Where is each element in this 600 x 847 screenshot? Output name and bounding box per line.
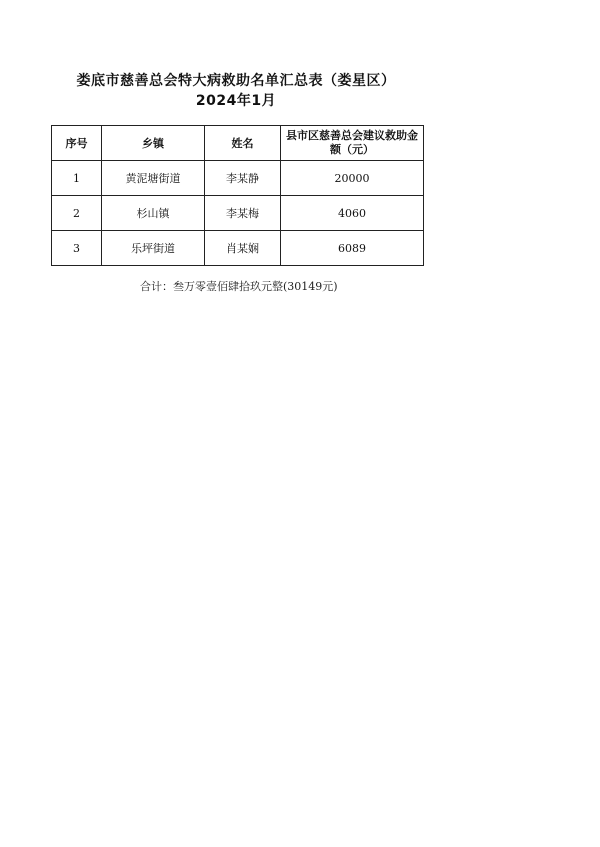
cell-aid-amount: 4060 bbox=[281, 196, 424, 231]
cell-township: 杉山镇 bbox=[102, 196, 205, 231]
cell-township: 黄泥塘街道 bbox=[102, 161, 205, 196]
document-subtitle-date: 2024年1月 bbox=[195, 93, 277, 109]
cell-serial-number: 2 bbox=[52, 196, 102, 231]
table-row bbox=[52, 196, 424, 231]
header-township: 乡镇 bbox=[102, 126, 205, 161]
cell-name: 李某梅 bbox=[205, 196, 281, 231]
aid-roster-table bbox=[51, 125, 424, 266]
total-amount-note: 合计：叁万零壹佰肆拾玖元整(30149元) bbox=[140, 280, 338, 293]
cell-name: 李某静 bbox=[205, 161, 281, 196]
cell-aid-amount: 6089 bbox=[281, 231, 424, 266]
header-serial-number: 序号 bbox=[52, 126, 102, 161]
cell-aid-amount: 20000 bbox=[281, 161, 424, 196]
cell-serial-number: 1 bbox=[52, 161, 102, 196]
header-name: 姓名 bbox=[205, 126, 281, 161]
document-title: 娄底市慈善总会特大病救助名单汇总表（娄星区） bbox=[76, 73, 396, 89]
header-aid-amount: 县市区慈善总会建议救助金额（元） bbox=[281, 126, 424, 161]
table-row bbox=[52, 231, 424, 266]
cell-name: 肖某娴 bbox=[205, 231, 281, 266]
cell-township: 乐坪街道 bbox=[102, 231, 205, 266]
table-row bbox=[52, 161, 424, 196]
table-header-row bbox=[52, 126, 424, 161]
cell-serial-number: 3 bbox=[52, 231, 102, 266]
